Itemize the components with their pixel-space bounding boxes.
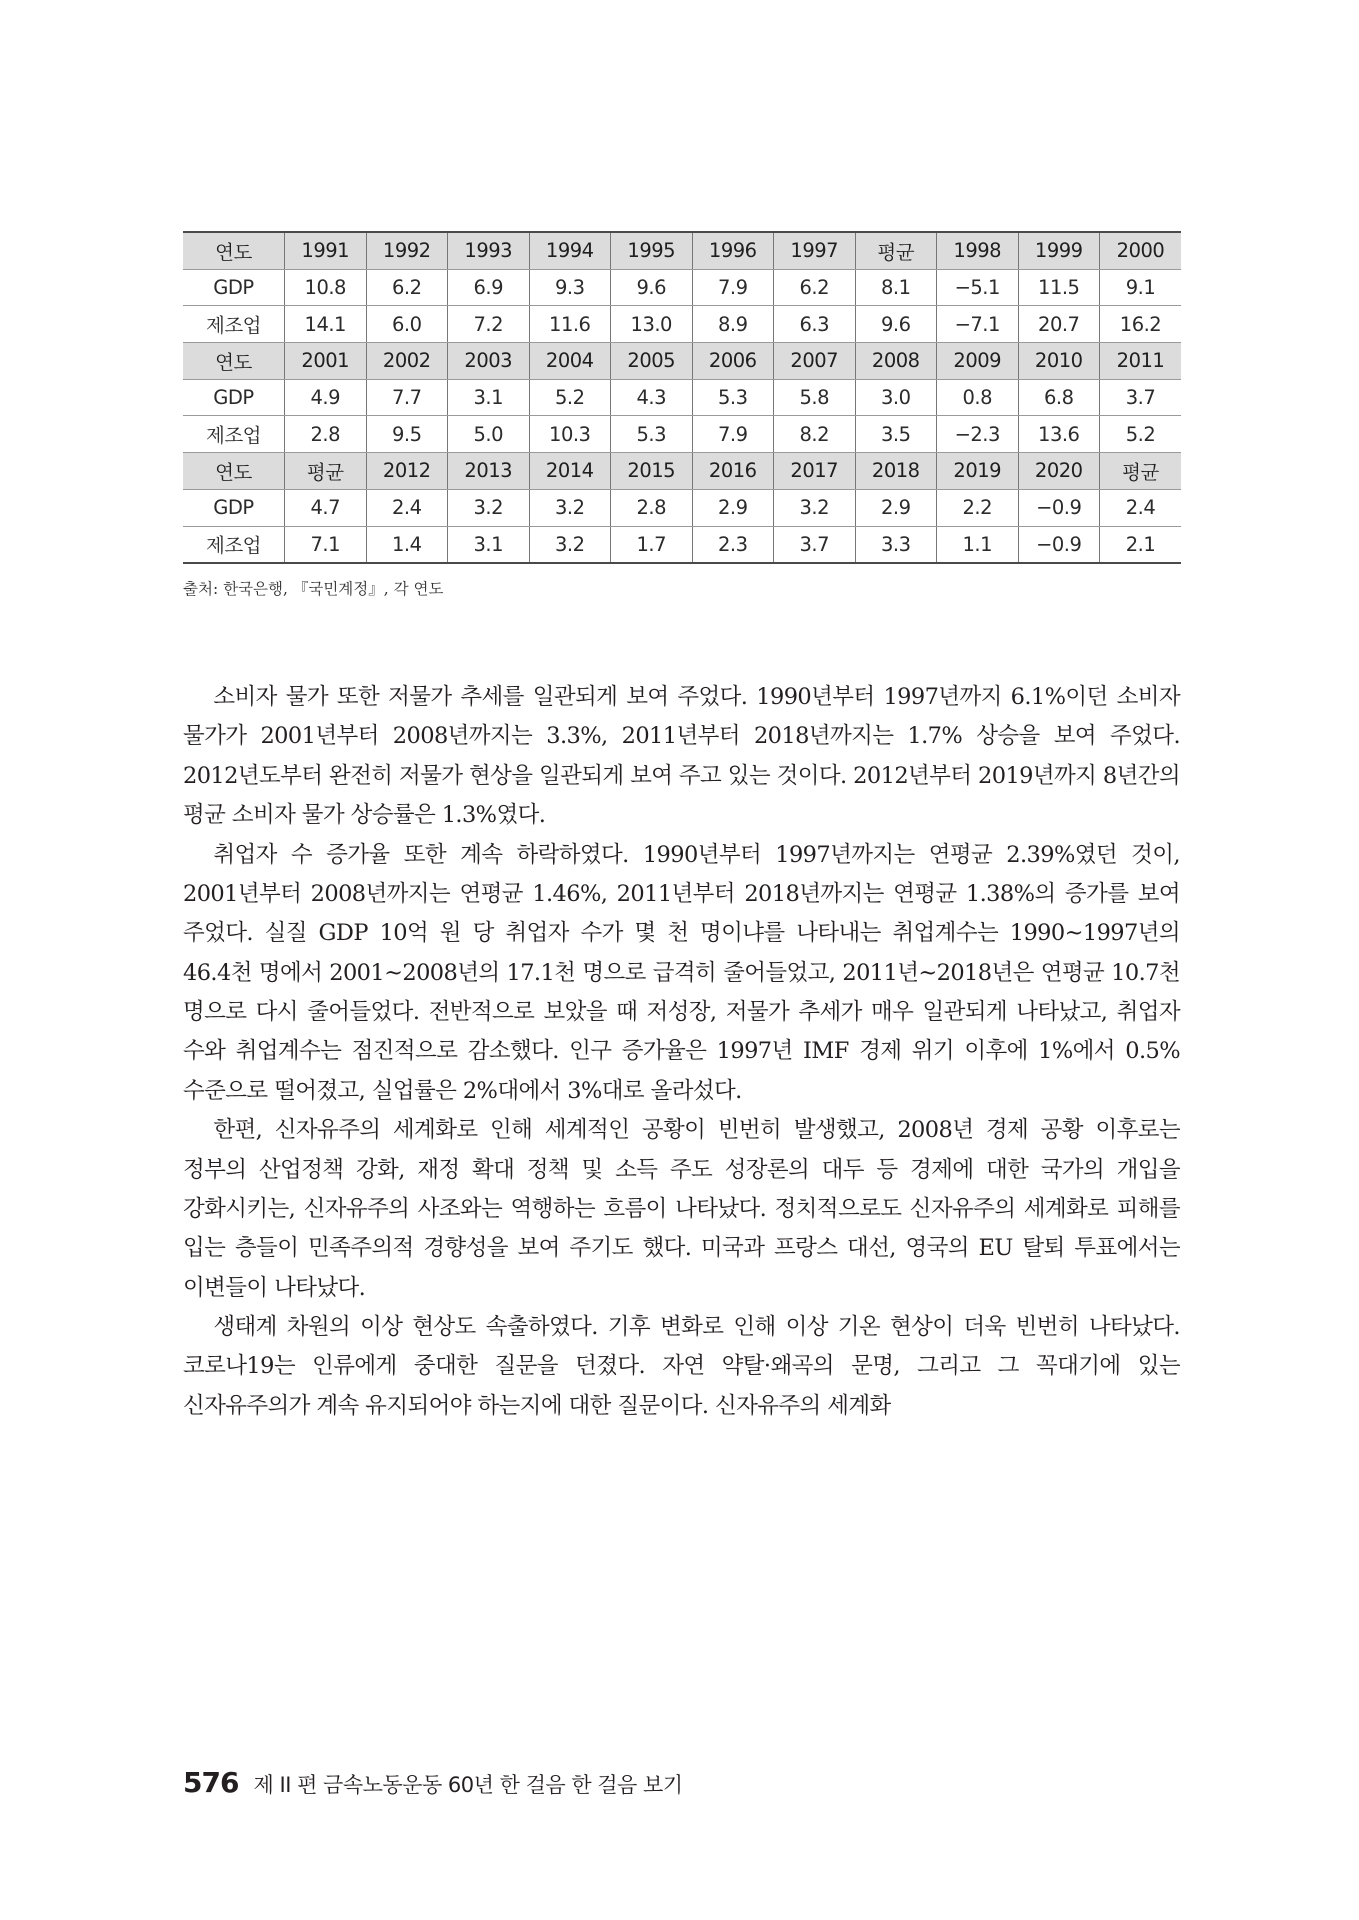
table-cell: 2001 <box>285 343 367 380</box>
table-cell: 9.5 <box>366 416 448 453</box>
table-cell: 2.8 <box>611 489 693 526</box>
table-cell: 5.2 <box>529 379 611 416</box>
table-cell: 3.1 <box>448 379 530 416</box>
table-cell: 20.7 <box>1018 306 1100 343</box>
table-cell: 2.4 <box>1100 489 1182 526</box>
table-cell: 10.8 <box>285 269 367 306</box>
table-cell: 1.7 <box>611 526 693 563</box>
table-cell: 2008 <box>855 343 937 380</box>
table-cell: 5.2 <box>1100 416 1182 453</box>
table-cell: 10.3 <box>529 416 611 453</box>
table-cell: 7.7 <box>366 379 448 416</box>
table-cell: 2.4 <box>366 489 448 526</box>
row-label-cell: 제조업 <box>183 306 285 343</box>
paragraph: 소비자 물가 또한 저물가 추세를 일관되게 보여 주었다. 1990년부터 1997년까지 6.1%이던 소비자 물가가 2001년부터 2008년까지는 3.3%, 2011년부터 2018년까지는 1.7% 상승을 보여 주었다. 2012년도부터 완전히 저물가 현상을 일관되게 보여 주고 있는 것이다. 2012년부터 2019년까지 8년간의 평균 소비자 물가 상승률은 1.3%였다. <box>183 684 1180 829</box>
table-body <box>183 232 1181 563</box>
table-cell: 2020 <box>1018 453 1100 490</box>
table-cell: 7.9 <box>692 416 774 453</box>
table-cell: −2.3 <box>937 416 1019 453</box>
table-cell: −5.1 <box>937 269 1019 306</box>
paragraph: 한편, 신자유주의 세계화로 인해 세계적인 공황이 빈번히 발생했고, 2008년 경제 공황 이후로는 정부의 산업정책 강화, 재정 확대 정책 및 소득 주도 성장론의 대두 등 경제에 대한 국가의 개입을 강화시키는, 신자유주의 사조와는 역행하는 흐름이 나타났다. 정치적으로도 신자유주의 세계화로 피해를 입는 층들이 민족주의적 경향성을 보여 주기도 했다. 미국과 프랑스 대선, 영국의 EU 탈퇴 투표에서는 이변들이 나타났다. <box>183 1117 1180 1301</box>
table-row <box>183 416 1181 453</box>
table-cell: 5.3 <box>611 416 693 453</box>
table-cell: −0.9 <box>1018 526 1100 563</box>
row-label-cell: GDP <box>183 489 285 526</box>
table-row <box>183 306 1181 343</box>
table-cell: 11.6 <box>529 306 611 343</box>
table-cell: 6.2 <box>366 269 448 306</box>
table-cell: 평균 <box>1100 453 1182 490</box>
table-cell: −7.1 <box>937 306 1019 343</box>
table-cell: 2017 <box>774 453 856 490</box>
table-cell: 11.5 <box>1018 269 1100 306</box>
table-cell: 8.1 <box>855 269 937 306</box>
table-header-row <box>183 232 1181 269</box>
table-cell: 2.3 <box>692 526 774 563</box>
row-label-cell: 제조업 <box>183 416 285 453</box>
table-cell: 2005 <box>611 343 693 380</box>
growth-rate-table <box>183 231 1181 564</box>
table-cell: 3.2 <box>529 526 611 563</box>
table-cell: 7.1 <box>285 526 367 563</box>
table-row <box>183 526 1181 563</box>
table-cell: 2.2 <box>937 489 1019 526</box>
table-cell: 7.2 <box>448 306 530 343</box>
page-number: 576 <box>183 1766 239 1799</box>
table-cell: −0.9 <box>1018 489 1100 526</box>
table-cell: 3.2 <box>448 489 530 526</box>
table-cell: 2015 <box>611 453 693 490</box>
table-cell: 3.7 <box>1100 379 1182 416</box>
table-cell: 2009 <box>937 343 1019 380</box>
table-cell: 2012 <box>366 453 448 490</box>
table-cell: 0.8 <box>937 379 1019 416</box>
table-row <box>183 269 1181 306</box>
table-row <box>183 489 1181 526</box>
table-cell: 1999 <box>1018 232 1100 269</box>
table-cell: 8.2 <box>774 416 856 453</box>
table-cell: 2014 <box>529 453 611 490</box>
table-cell: 3.0 <box>855 379 937 416</box>
table-cell: 6.0 <box>366 306 448 343</box>
table-cell: 3.2 <box>529 489 611 526</box>
table-cell: 9.3 <box>529 269 611 306</box>
table-cell: 6.3 <box>774 306 856 343</box>
row-label-cell: GDP <box>183 379 285 416</box>
table-cell: 3.3 <box>855 526 937 563</box>
table-cell: 13.0 <box>611 306 693 343</box>
row-label-cell: 제조업 <box>183 526 285 563</box>
table-cell: 14.1 <box>285 306 367 343</box>
table-cell: 2019 <box>937 453 1019 490</box>
table-header-row <box>183 453 1181 490</box>
table-cell: 2018 <box>855 453 937 490</box>
table-cell: 6.9 <box>448 269 530 306</box>
row-label-cell: 연도 <box>183 343 285 380</box>
table-cell: 2016 <box>692 453 774 490</box>
table-cell: 2007 <box>774 343 856 380</box>
table-cell: 2006 <box>692 343 774 380</box>
table-cell: 2010 <box>1018 343 1100 380</box>
table-cell: 1996 <box>692 232 774 269</box>
table-cell: 1995 <box>611 232 693 269</box>
table-cell: 1992 <box>366 232 448 269</box>
row-label-cell: 연도 <box>183 232 285 269</box>
table-cell: 1994 <box>529 232 611 269</box>
table-cell: 3.5 <box>855 416 937 453</box>
table-cell: 1998 <box>937 232 1019 269</box>
table-cell: 7.9 <box>692 269 774 306</box>
table-cell: 9.6 <box>611 269 693 306</box>
table-cell: 2004 <box>529 343 611 380</box>
table-cell: 5.8 <box>774 379 856 416</box>
row-label-cell: 연도 <box>183 453 285 490</box>
table-cell: 1.1 <box>937 526 1019 563</box>
table-cell: 2011 <box>1100 343 1182 380</box>
table-cell: 16.2 <box>1100 306 1182 343</box>
row-label-cell: GDP <box>183 269 285 306</box>
table-cell: 1997 <box>774 232 856 269</box>
paragraph: 생태계 차원의 이상 현상도 속출하였다. 기후 변화로 인해 이상 기온 현상이 더욱 빈번히 나타났다. 코로나19는 인류에게 중대한 질문을 던졌다. 자연 약탈·왜곡의 문명, 그리고 그 꼭대기에 있는 신자유주의가 계속 유지되어야 하는지에 대한 질문이다. 신자유주의 세계화 <box>183 1314 1180 1419</box>
table-source-note: 출처: 한국은행, 『국민계정』, 각 연도 <box>183 580 444 598</box>
table-cell: 2.1 <box>1100 526 1182 563</box>
table-cell: 5.3 <box>692 379 774 416</box>
paragraph: 취업자 수 증가율 또한 계속 하락하였다. 1990년부터 1997년까지는 연평균 2.39%였던 것이, 2001년부터 2008년까지는 연평균 1.46%, 2011년부터 2018년까지는 연평균 1.38%의 증가를 보여 주었다. 실질 GDP 10억 원 당 취업자 수가 몇 천 명이냐를 나타내는 취업계수는 1990~1997년의 46.4천 명에서 2001~2008년의 17.1천 명으로 급격히 줄어들었고, 2011년~2018년은 연평균 10.7천 명으로 다시 줄어들었다. 전반적으로 보았을 때 저성장, 저물가 추세가 매우 일관되게 나타났고, 취업자 수와 취업계수는 점진적으로 감소했다. 인구 증가율은 1997년 IMF 경제 위기 이후에 1%에서 0.5% 수준으로 떨어졌고, 실업률은 2%대에서 3%대로 올라섰다. <box>183 841 1180 1104</box>
table-cell: 2002 <box>366 343 448 380</box>
page-footer <box>183 1766 683 1799</box>
table-cell: 4.3 <box>611 379 693 416</box>
table-cell: 평균 <box>285 453 367 490</box>
table-cell: 평균 <box>855 232 937 269</box>
table-cell: 8.9 <box>692 306 774 343</box>
table-cell: 4.9 <box>285 379 367 416</box>
table-cell: 2000 <box>1100 232 1182 269</box>
table-cell: 1.4 <box>366 526 448 563</box>
table-cell: 1991 <box>285 232 367 269</box>
table-cell: 4.7 <box>285 489 367 526</box>
table-cell: 6.2 <box>774 269 856 306</box>
table-cell: 2.9 <box>855 489 937 526</box>
body-text <box>183 678 1180 1426</box>
table-cell: 5.0 <box>448 416 530 453</box>
table-header-row <box>183 343 1181 380</box>
table-cell: 1993 <box>448 232 530 269</box>
table-cell: 2.9 <box>692 489 774 526</box>
table-cell: 13.6 <box>1018 416 1100 453</box>
table-cell: 9.6 <box>855 306 937 343</box>
table-cell: 2.8 <box>285 416 367 453</box>
table-cell: 2003 <box>448 343 530 380</box>
table-cell: 3.1 <box>448 526 530 563</box>
table-cell: 2013 <box>448 453 530 490</box>
table-cell: 6.8 <box>1018 379 1100 416</box>
running-title: 제 II 편 금속노동운동 60년 한 걸음 한 걸음 보기 <box>253 1773 683 1797</box>
table-cell: 9.1 <box>1100 269 1182 306</box>
table-cell: 3.2 <box>774 489 856 526</box>
table-cell: 3.7 <box>774 526 856 563</box>
table-row <box>183 379 1181 416</box>
